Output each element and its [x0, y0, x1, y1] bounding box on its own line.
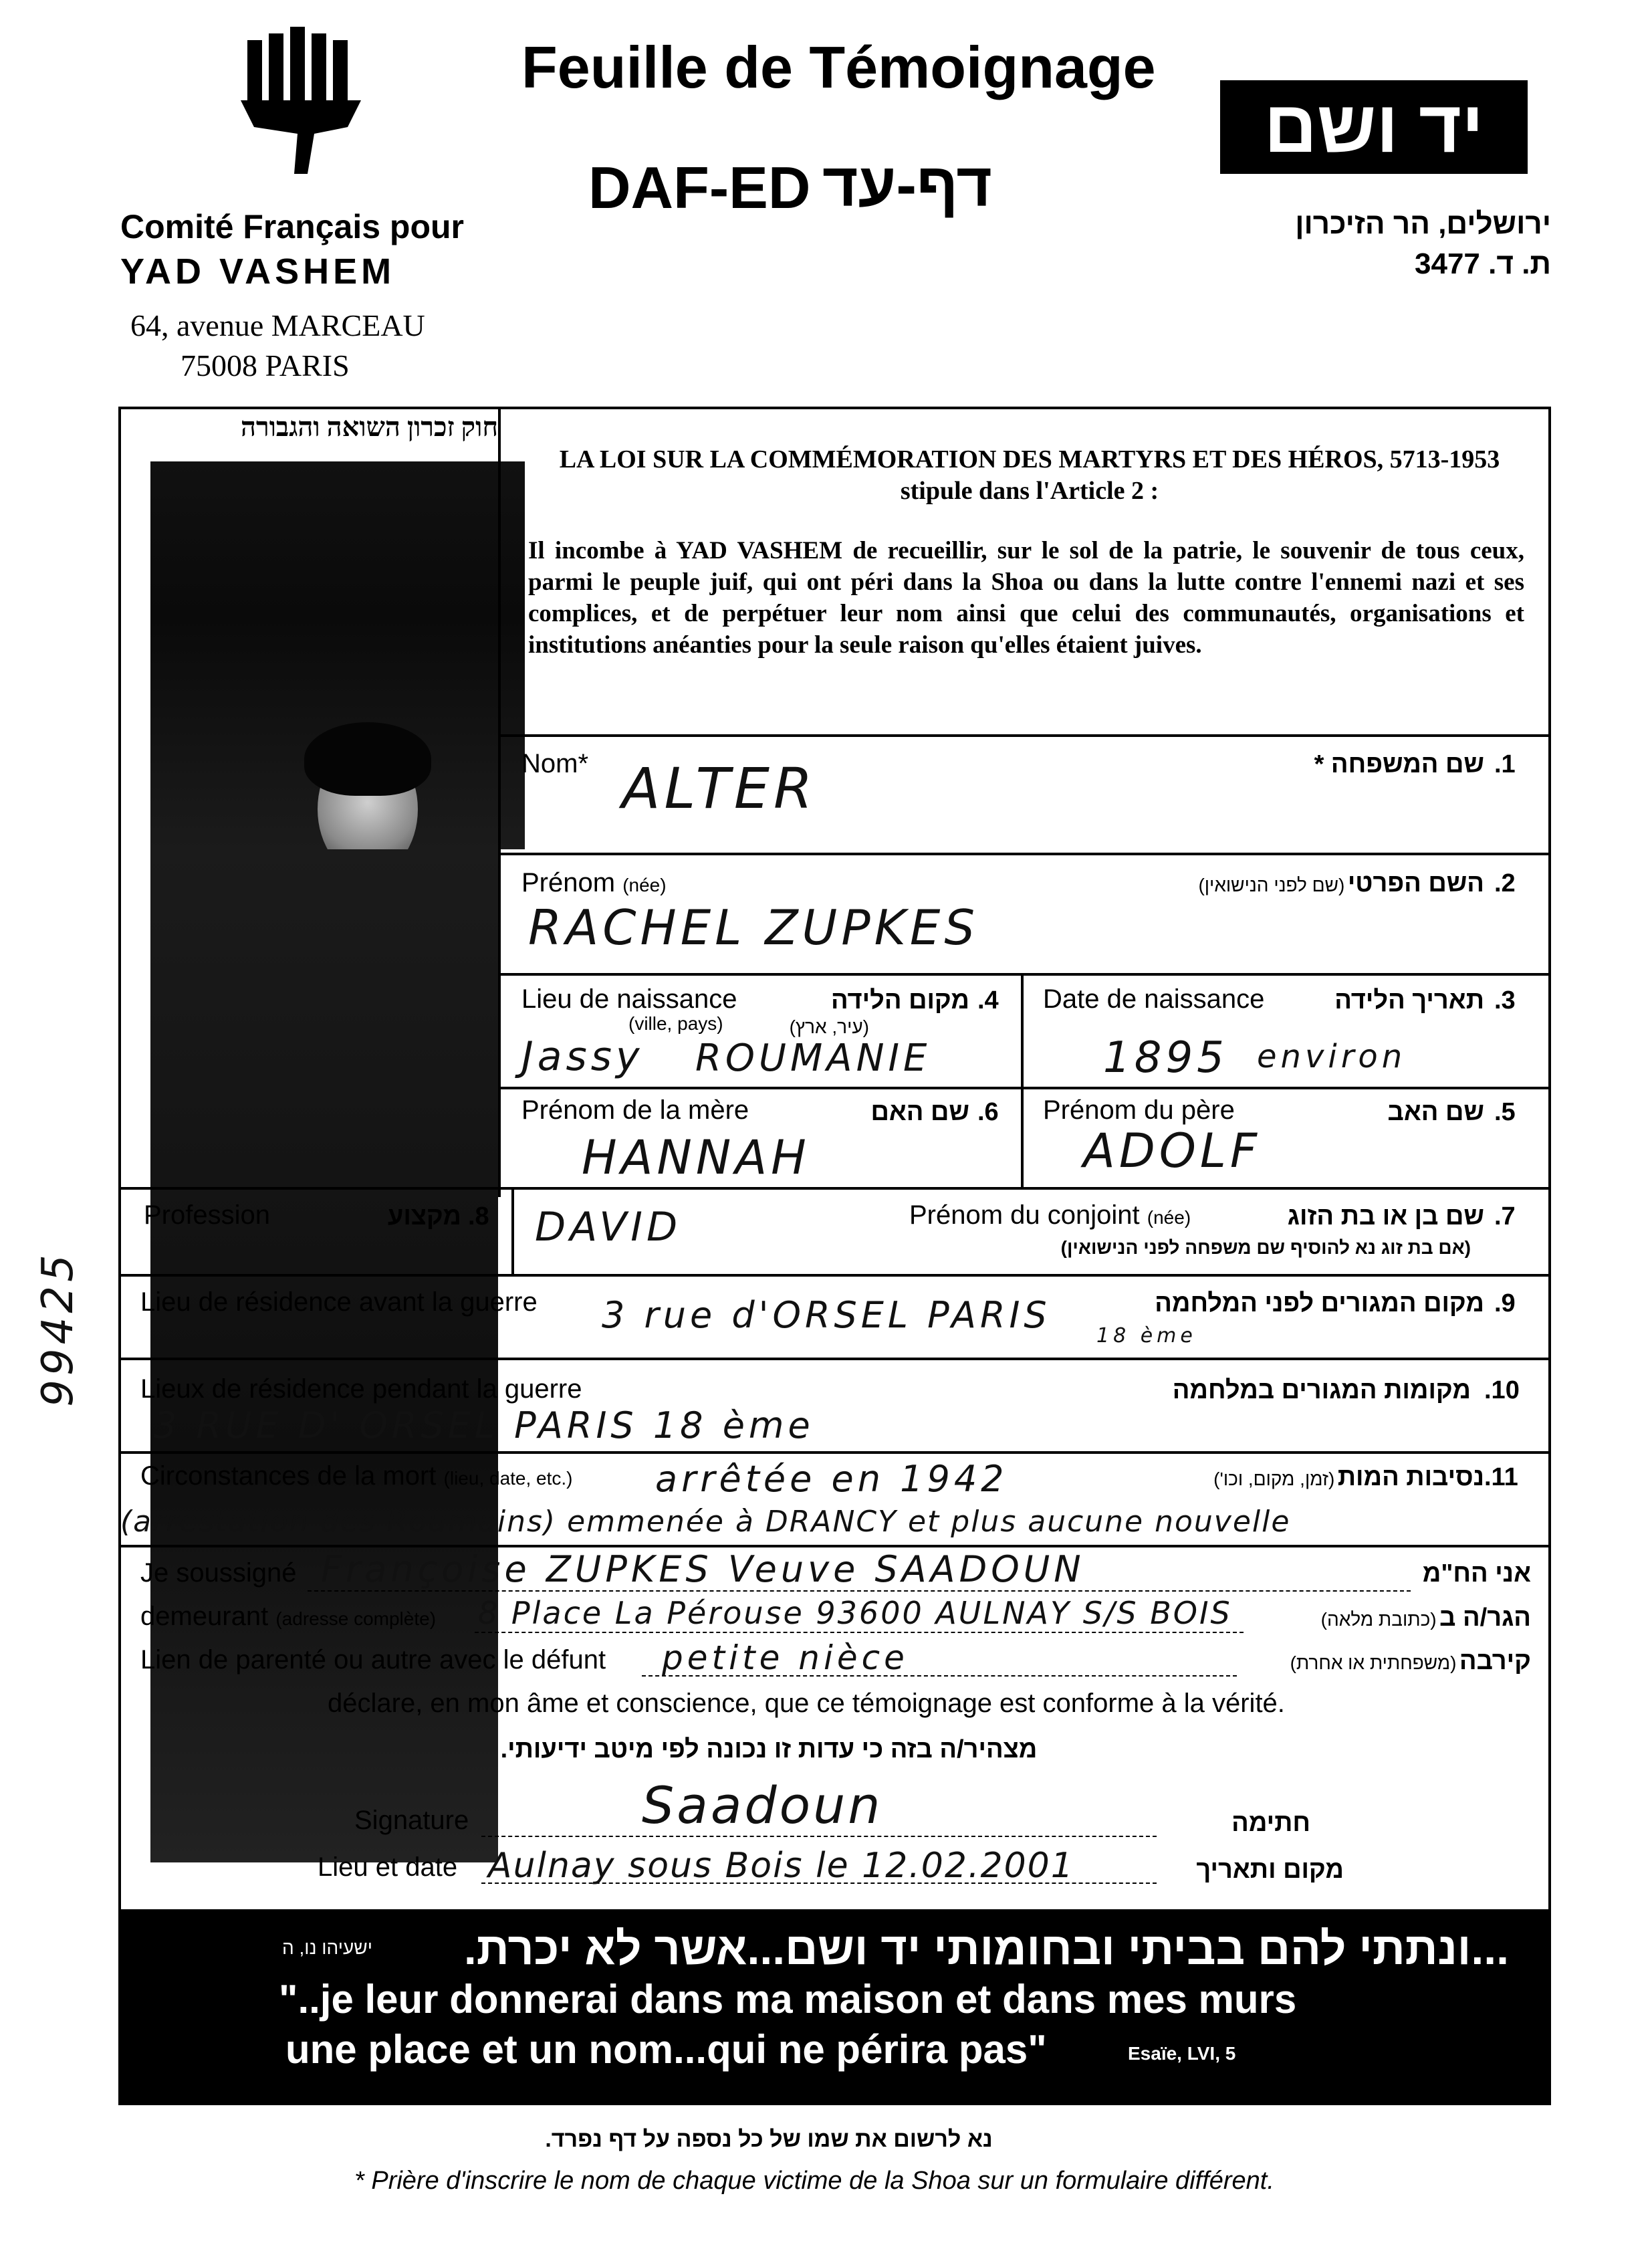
banner-french-line2: une place et un nom...qui ne périra pas"	[285, 2027, 1047, 2072]
row-divider-6	[118, 1274, 1551, 1277]
footer-hebrew-note: נא לרשום את שמו של כל נספה על דף נפרד.	[545, 2127, 993, 2152]
date-naissance-label: Date de naissance	[1043, 984, 1265, 1014]
signature-value[interactable]: Saadoun	[642, 1776, 883, 1835]
circonstances-value-line1[interactable]: arrêtée en 1942	[655, 1458, 1008, 1500]
daf-ed-latin: DAF-ED	[588, 154, 811, 221]
yad-vashem-logo-hebrew: יד ושם	[1264, 86, 1484, 168]
circonstances-label	[140, 1461, 573, 1491]
yad-vashem-logo-box	[1220, 80, 1528, 174]
row-divider-3	[498, 973, 1551, 976]
row-divider-1	[498, 734, 1551, 737]
circonstances-label-sub: (lieu, date, etc.)	[443, 1468, 573, 1489]
lieu-naissance-label-sub: (ville, pays)	[628, 1013, 723, 1034]
committee-name-line1: Comité Français pour	[120, 208, 464, 245]
lieu-date-value[interactable]: Aulnay sous Bois le 12.02.2001	[488, 1846, 1074, 1886]
conjoint-number: .7	[1494, 1202, 1516, 1230]
residence-avant-hebrew: מקום המגורים לפני המלחמה	[1155, 1289, 1484, 1317]
lien-value[interactable]: petite nièce	[662, 1638, 909, 1677]
row-divider-5	[118, 1187, 1551, 1190]
footer-french-note: * Prière d'inscrire le nom de chaque victime de la Shoa sur un formulaire différent.	[354, 2167, 1274, 2195]
committee-address-line2: 75008 PARIS	[181, 348, 350, 383]
profession-col-divider	[511, 1187, 514, 1274]
prenom-label-text: Prénom	[521, 868, 616, 897]
conjoint-label-sub: (née)	[1147, 1207, 1191, 1228]
prenom-hebrew: השם הפרטי	[1347, 869, 1484, 897]
residence-avant-number: .9	[1494, 1289, 1516, 1317]
lieu-naissance-hebrew-sub: (עיר, ארץ)	[789, 1016, 869, 1037]
declaration-hebrew: מצהיר/ה בזה כי עדות זו נכונה לפי מיטב ידיעותי.	[500, 1735, 1038, 1763]
jerusalem-address-hebrew: ירושלים, הר הזיכרון	[1295, 207, 1551, 240]
prenom-mere-number: .6	[977, 1098, 999, 1126]
signature-line	[481, 1836, 1157, 1837]
prenom-label-sub: (née)	[622, 875, 667, 895]
prenom-mere-value[interactable]: HANNAH	[582, 1130, 810, 1185]
left-column-divider	[498, 408, 501, 1197]
demeurant-line	[475, 1632, 1244, 1633]
row-divider-2	[498, 853, 1551, 855]
po-box-hebrew: ת. ד. 3477	[1415, 247, 1551, 280]
prenom-pere-hebrew: שם האב	[1387, 1098, 1484, 1126]
daf-ed-hebrew: דף-עד	[822, 151, 992, 219]
prenom-mere-label: Prénom de la mère	[521, 1095, 749, 1125]
nom-hebrew: שם המשפחה *	[1314, 750, 1484, 778]
row-divider-9	[118, 1545, 1551, 1547]
declaration-text: déclare, en mon âme et conscience, que ce témoignage est conforme à la vérité.	[328, 1689, 1285, 1718]
banner-hebrew-verse: ...ונתתי להם בביתי ובחומותי יד ושם...אשר לא יכרת.	[463, 1923, 1509, 1974]
committee-address-line1: 64, avenue MARCEAU	[130, 308, 425, 342]
lieu-naissance-city-value[interactable]: Jassy	[521, 1033, 644, 1080]
date-naissance-value[interactable]: 1895	[1103, 1033, 1228, 1083]
prenom-hebrew-wrap	[1003, 869, 1484, 898]
prenom-pere-value[interactable]: ADOLF	[1083, 1123, 1262, 1178]
lieu-naissance-country-value[interactable]: ROUMANIE	[695, 1037, 931, 1080]
demeurant-hebrew-sub: (כתובת מלאה)	[1320, 1609, 1437, 1630]
lien-hebrew-wrap	[1244, 1647, 1531, 1676]
menorah-logo-icon	[234, 20, 368, 181]
prenom-pere-label: Prénom du père	[1043, 1095, 1235, 1125]
circonstances-hebrew-wrap	[1137, 1463, 1484, 1492]
profession-hebrew: מקצוע	[387, 1202, 461, 1230]
signature-label: Signature	[354, 1806, 469, 1835]
law-body: Il incombe à YAD VASHEM de recueillir, sur le sol de la patrie, le souvenir de tous ceux, parmi le peuple juif, qui ont péri dans la Shoa ou dans la lutte contre l'ennemi nazi et ses complices, et de perpétuer leur nom ainsi que celui des communautés, organisations et institutions anéanties pour la seule raison qu'elles étaient juives.	[528, 537, 1524, 659]
demeurant-label-text: demeurant	[140, 1602, 269, 1631]
residence-pendant-number: .10	[1484, 1376, 1520, 1404]
law-subtitle: stipule dans l'Article 2 :	[900, 477, 1159, 505]
residence-avant-note[interactable]: 18 ème	[1096, 1324, 1197, 1348]
conjoint-label-text: Prénom du conjoint	[909, 1200, 1140, 1230]
demeurant-value[interactable]: 8 Place La Pérouse 93600 AULNAY S/S BOIS	[478, 1595, 1232, 1631]
law-hebrew-title: חוק זכרון השואה והגבורה	[241, 412, 498, 442]
banner-french-ref: Esaïe, LVI, 5	[1128, 2043, 1236, 2064]
row-divider-7	[118, 1358, 1551, 1360]
margin-number: 99425	[33, 1251, 83, 1407]
lieu-date-hebrew: מקום ותאריך	[1196, 1856, 1344, 1884]
residence-pendant-hebrew: מקומות המגורים במלחמה	[1172, 1376, 1471, 1404]
profession-number: .8	[468, 1202, 489, 1230]
prenom-hebrew-sub: (שם לפני הנישואין)	[1198, 875, 1345, 895]
row-divider-4	[498, 1087, 1551, 1089]
conjoint-hebrew: שם בן או בת הזוג	[1287, 1202, 1484, 1230]
prenom-mere-hebrew: שם האם	[870, 1098, 969, 1126]
demeurant-hebrew-wrap	[1250, 1604, 1531, 1632]
date-naissance-number: .3	[1494, 986, 1516, 1014]
portrait-hair	[304, 722, 431, 796]
banner-french-line1: "..je leur donnerai dans ma maison et dans mes murs	[279, 1977, 1297, 2022]
residence-avant-label: Lieu de résidence avant la guerre	[140, 1287, 538, 1317]
birth-col-divider	[1021, 973, 1024, 1187]
banner-hebrew-ref: ישעיהו נו, ה	[282, 1937, 372, 1958]
law-title: LA LOI SUR LA COMMÉMORATION DES MARTYRS ET DES HÉROS, 5713-1953	[559, 445, 1500, 473]
date-naissance-hebrew: תאריך הלידה	[1334, 986, 1484, 1014]
demeurant-label-sub: (adresse complète)	[275, 1608, 437, 1629]
prenom-pere-number: .5	[1494, 1098, 1516, 1126]
profession-label: Profession	[144, 1200, 270, 1230]
soussigne-value[interactable]: Françoise ZUPKES Veuve SAADOUN	[321, 1548, 1085, 1590]
demeurant-hebrew: הגר/ה ב	[1439, 1604, 1531, 1632]
residence-avant-value[interactable]: 3 rue d'ORSEL PARIS	[602, 1294, 1051, 1336]
signature-hebrew: חתימה	[1231, 1809, 1310, 1837]
conjoint-value[interactable]: DAVID	[535, 1204, 682, 1251]
circonstances-hebrew-sub: (זמן, מקום, וכו')	[1213, 1469, 1335, 1489]
prenom-label	[521, 868, 667, 898]
circonstances-label-text: Circonstances de la mort	[140, 1461, 437, 1491]
lien-hebrew: קירבה	[1459, 1647, 1531, 1675]
circonstances-hebrew: נסיבות המות	[1337, 1463, 1484, 1491]
residence-pendant-value[interactable]: 3 RUE D' ORSEL PARIS 18 ème	[154, 1404, 814, 1446]
committee-name-line2: YAD VASHEM	[120, 251, 396, 292]
lieu-naissance-label: Lieu de naissance	[521, 984, 737, 1014]
lien-hebrew-sub: (משפחתית או אחרת)	[1290, 1652, 1457, 1673]
nom-number: .1	[1494, 750, 1516, 778]
nom-value[interactable]: ALTER	[622, 756, 817, 821]
nom-label: Nom*	[521, 749, 589, 778]
portrait-photo	[150, 461, 525, 849]
date-naissance-note[interactable]: environ	[1257, 1038, 1407, 1075]
circonstances-number: .11	[1484, 1463, 1518, 1491]
soussigne-hebrew: אני הח"מ	[1422, 1560, 1531, 1588]
prenom-value[interactable]: RACHEL ZUPKES	[528, 899, 979, 956]
soussigne-label: Je soussigné	[140, 1558, 297, 1588]
prenom-number: .2	[1494, 869, 1516, 897]
row-divider-8	[118, 1451, 1551, 1454]
lieu-naissance-number: .4	[977, 986, 999, 1014]
soussigne-line	[308, 1590, 1411, 1592]
form-title: Feuille de Témoignage	[521, 34, 1156, 100]
demeurant-label	[140, 1602, 436, 1632]
lieu-naissance-hebrew: מקום הלידה	[831, 986, 969, 1014]
conjoint-hebrew-sub: (אם בת זוג נא להוסיף שם משפחה לפני הנישואין)	[1060, 1237, 1471, 1258]
quote-banner	[118, 1909, 1551, 2105]
conjoint-label	[909, 1200, 1191, 1230]
residence-pendant-label: Lieux de résidence pendant la guerre	[140, 1374, 582, 1404]
lien-label: Lien de parenté ou autre avec le défunt	[140, 1645, 606, 1675]
lieu-date-label: Lieu et date	[318, 1852, 458, 1882]
circonstances-value-line2[interactable]: (arrestation des Roumains) emmenée à DRANCY et plus aucune nouvelle	[120, 1505, 1291, 1539]
